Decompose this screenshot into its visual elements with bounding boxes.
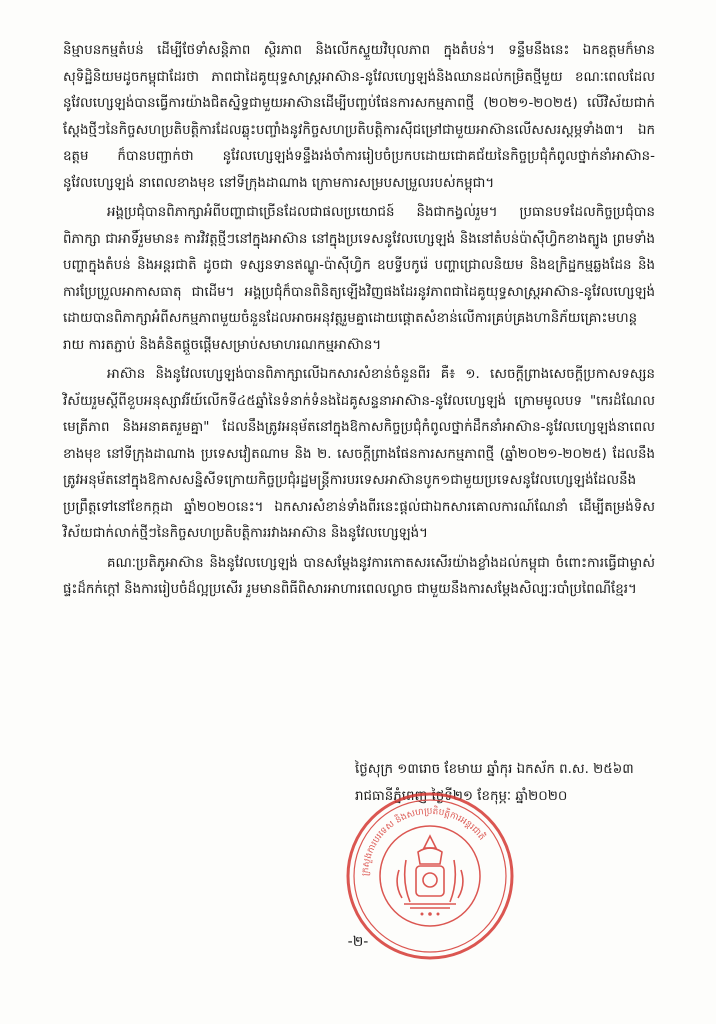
paragraph-2: អង្គប្រជុំបានពិភាក្សាអំពីបញ្ហាជាច្រើនដែលជាផលប្រយោជន៍ និងជាកង្វល់រួម។ ប្រធានបទដែលកិច្ចប្រជុំបានពិភាក្សា ជាអាទិ៍រួមមាន៖ ការវិវត្តថ្មីៗនៅក្នុងអាស៊ាន នៅក្នុងប្រទេសនូវែលហ្សេឡង់ និងនៅតំបន់ប៉ាស៊ីហ្វិកខាងត្បូង ព្រមទាំងបញ្ហាក្នុងតំបន់ និងអន្តរជាតិ ដូចជា ទស្សនទានឥណ្ឌូ-ប៉ាស៊ីហ្វិក ឧបទ្វីបកូរ៉េ បញ្ហាជ្រោលនិយម និងឧក្រិដ្ឋកម្មឆ្លងដែន និងការប្រែប្រួលអាកាសធាតុ ជាដើម។ អង្គប្រជុំក៏បានពិនិត្យឡើងវិញផងដែរនូវភាពជាដៃគូយុទ្ធសាស្ត្រអាស៊ាន-នូវែលហ្សេឡង់ ដោយបានពិភាក្សាអំពីសកម្មភាពមួយចំនួនដែលអាចអនុវត្តរួមគ្នាដោយផ្តោតសំខាន់លើការគ្រប់គ្រងហានិភ័យគ្រោះមហន្តរាយ ការតភ្ជាប់ និងគំនិតផ្តួចផ្តើមសម្រាប់សមាហរណកម្មអាស៊ាន។ [63,205,655,353]
date-lunar: ថ្ងៃសុក្រ ១៣រោច ខែមាឃ ឆ្នាំកុរ ឯកស័ក ព.ស. ២៥៦៣ [355,762,634,777]
page-number: -២- [347,934,369,950]
paragraph-3: អាស៊ាន និងនូវែលហ្សេឡង់បានពិភាក្សាលើឯកសារសំខាន់ចំនួនពីរ គឺ៖ ១. សេចក្តីព្រាងសេចក្តីប្រកាសទស្សនវិស័យរួមស្តីពីខួបអនុស្សាវរីយ៍លើកទី៤៥ឆ្នាំនៃទំនាក់ទំនងដៃគូសន្ទនាអាស៊ាន-នូវែលហ្សេឡង់ ក្រោមមូលបទ "កេរដំណែលមេត្រីភាព និងអនាគតរួមគ្នា" ដែលនឹងត្រូវអនុម័តនៅក្នុងឱកាសកិច្ចប្រជុំកំពូលថ្នាក់ដឹកនាំអាស៊ាន-នូវែលហ្សេឡង់នាពេលខាងមុខ នៅទីក្រុងដាណាង ប្រទេសវៀតណាម និង ២. សេចក្តីព្រាងផែនការសកម្មភាពថ្មី (ឆ្នាំ២០២១-២០២៥) ដែលនឹងត្រូវអនុម័តនៅក្នុងឱកាសសន្និសីទក្រោយកិច្ចប្រជុំរដ្ឋមន្ត្រីការបរទេសអាស៊ានបូក១ជាមួយប្រទេសនូវែលហ្សេឡង់ដែលនឹងប្រព្រឹត្តទៅនៅខែកក្កដា ឆ្នាំ២០២០នេះ។ ឯកសារសំខាន់ទាំងពីរនេះផ្តល់ជាឯកសារគោលការណ៍ណែនាំ ដើម្បីតម្រង់ទិសវិស័យជាក់លាក់ថ្មីៗនៃកិច្ចសហប្រតិបត្តិការរវាងអាស៊ាន និងនូវែលហ្សេឡង់។ [63,367,655,541]
paragraph-4: គណៈប្រតិភូអាស៊ាន និងនូវែលហ្សេឡង់ បានសម្តែងនូវការកោតសរសើរយ៉ាងខ្លាំងដល់កម្ពុជា ចំពោះការធ្វើជាម្ចាស់ផ្ទះដ៏កក់ក្តៅ និងការរៀបចំដ៏ល្អប្រសើរ រួមមានពិធីពិសារអាហារពេលល្ងាច ជាមួយនឹងការសម្តែងសិល្បៈរបាំប្រពៃណីខ្មែរ។ [63,555,655,597]
svg-text:ក្រសួងការបរទេស និងសហប្រតិបត្តិ: ក្រសួងការបរទេស និងសហប្រតិបត្តិការអន្តរជាតិ [360,806,487,877]
paragraph-1: និម្មាបនកម្មតំបន់ ដើម្បីថែទាំសន្តិភាព ស្ថិរភាព និងលើកស្ទួយវិបុលភាព ក្នុងតំបន់។ ទន្ទឹមនឹងនេះ ឯកឧត្តមក៏មានសុទិដ្ឋិនិយមដូចកម្ពុជាដែរថា ភាពជាដៃគូយុទ្ធសាស្ត្រអាស៊ាន-នូវែលហ្សេឡង់និងឈានដល់កម្រិតថ្មីមួយ ខណៈពេលដែលនូវែលហ្សេឡង់បានធ្វើការយ៉ាងជិតស្និទ្ធជាមួយអាស៊ានដើម្បីបញ្ចប់ផែនការសកម្មភាពថ្មី (២០២១-២០២៥) លើវិស័យជាក់ស្តែងថ្មីៗនៃកិច្ចសហប្រតិបត្តិការដែលឆ្លុះបញ្ចាំងនូវកិច្ចសហប្រតិបត្តិការស៊ីជម្រៅជាមួយអាស៊ានលើសសរស្តម្ភទាំង៣។ ឯកឧត្តម ក៏បានបញ្ជាក់ថា នូវែលហ្សេឡង់ទន្ទឹងរង់ចាំការរៀបចំប្រកបដោយជោគជ័យនៃកិច្ចប្រជុំកំពូលថ្នាក់នាំអាស៊ាន-នូវែលហ្សេឡង់ នាពេលខាងមុខ នៅទីក្រុងដាណាង ក្រោមការសម្របសម្រួលរបស់កម្ពុជា។ [63,43,655,191]
date-solar: រាជធានីភ្នំពេញ ថ្ងៃទី២១ ខែកុម្ភៈ ឆ្នាំ២០២០ [355,789,568,804]
document-body [63,38,655,607]
